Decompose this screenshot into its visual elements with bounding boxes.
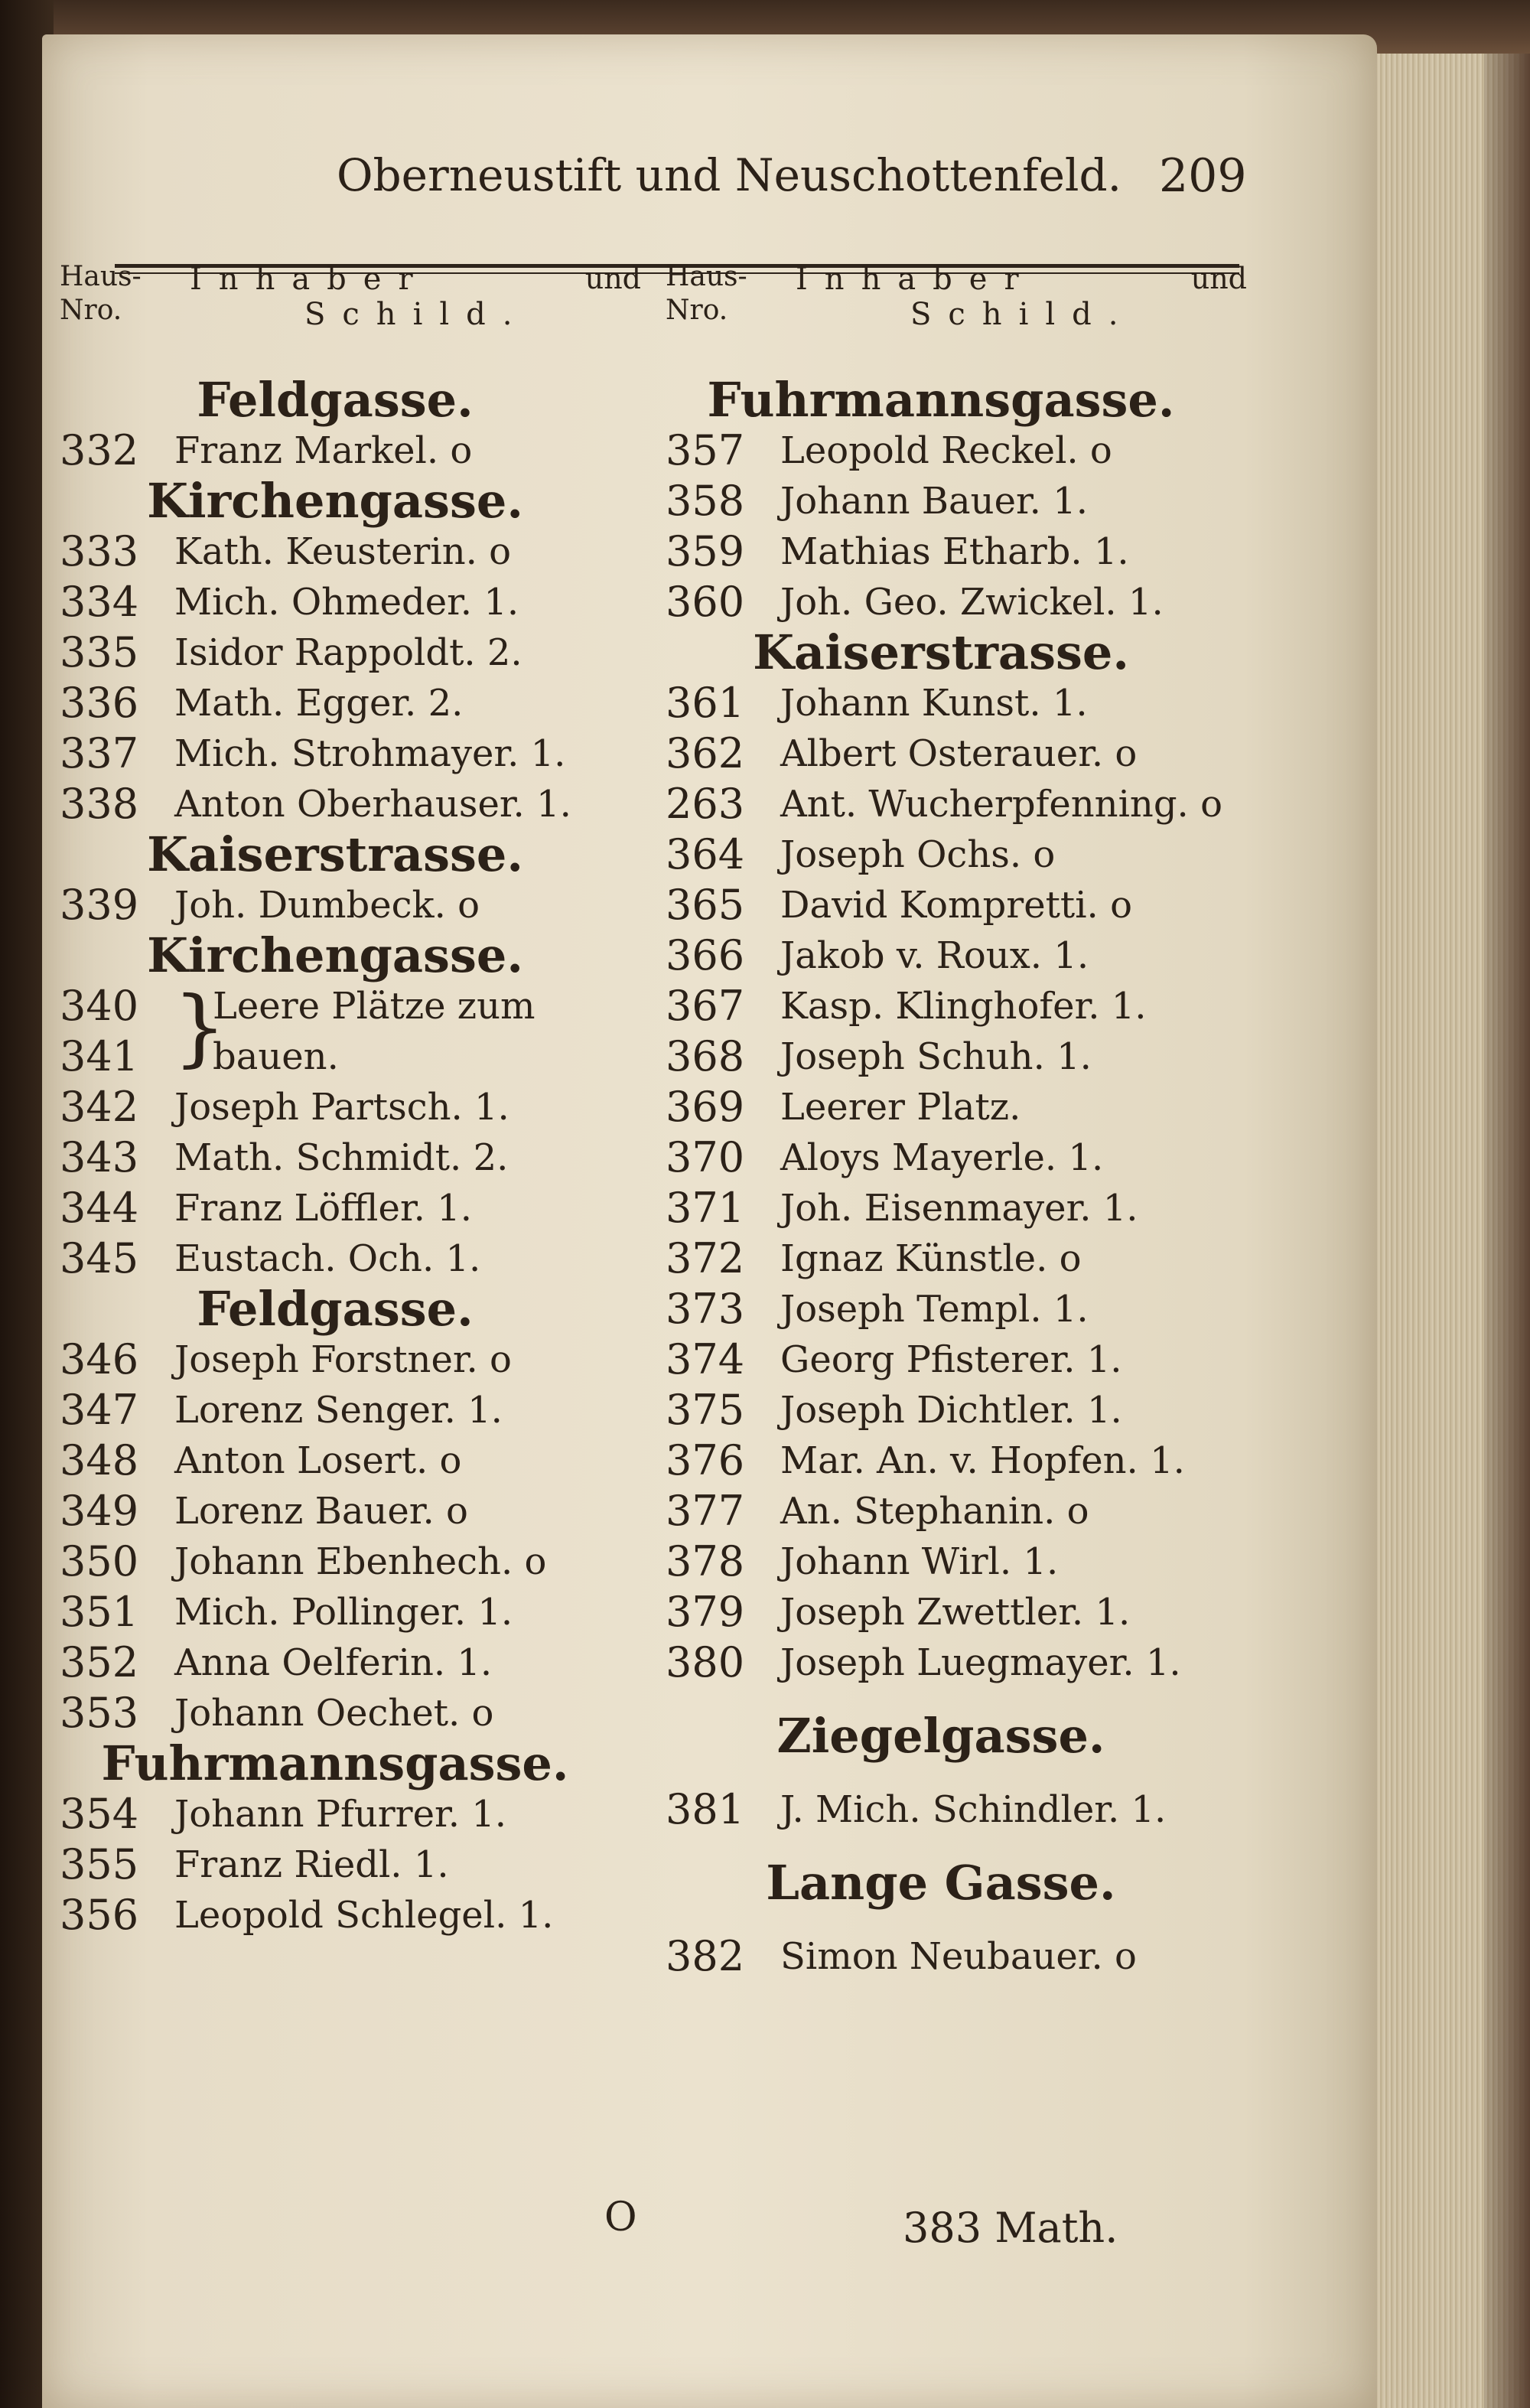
owner-name: Lorenz Senger. 1. [174,1389,503,1432]
house-entry [60,779,641,829]
column-header [60,260,641,375]
house-number: 365 [666,881,745,929]
owner-name: David Kompretti. o [780,884,1132,927]
house-entry [60,425,641,476]
owner-name: Joseph Luegmayer. 1. [780,1641,1181,1684]
house-number: 348 [60,1436,139,1484]
house-entry [666,1233,1247,1284]
owner-name: Leere Plätze zum [213,985,536,1028]
owner-name: Joseph Ochs. o [780,833,1056,876]
street-heading: Feldgasse. [197,372,474,428]
house-entry [666,1637,1247,1688]
house-number: 351 [60,1588,139,1636]
signature-mark: O [604,2195,637,2240]
owner-name: Franz Löffler. 1. [174,1187,472,1230]
house-entry [666,1031,1247,1082]
house-number: 373 [666,1285,745,1333]
owner-name: bauen. [213,1035,339,1078]
house-number: 263 [666,780,745,828]
owner-name: Johann Oechet. o [174,1692,494,1735]
house-number: 333 [60,527,139,575]
owner-name: Anton Losert. o [174,1439,462,1482]
house-entry [60,1839,641,1890]
brace-icon: } [173,978,226,1076]
house-entry [60,1688,641,1738]
owner-name: Ignaz Künstle. o [780,1237,1082,1280]
house-number: 343 [60,1133,139,1181]
house-entry [60,1587,641,1637]
owner-name: Joseph Templ. 1. [780,1288,1089,1331]
owner-name: Joh. Dumbeck. o [174,884,480,927]
owner-name: Joseph Schuh. 1. [780,1035,1092,1078]
house-number: 342 [60,1083,139,1131]
owner-name: Ant. Wucherpfenning. o [780,783,1222,826]
house-entry [666,1435,1247,1486]
left-column [60,260,641,1940]
street-heading: Feldgasse. [197,1281,474,1337]
house-entry [666,1284,1247,1334]
owner-name: Kasp. Klinghofer. 1. [780,985,1147,1028]
house-number: 369 [666,1083,745,1131]
house-entry [666,880,1247,930]
house-entry [666,526,1247,577]
owner-label: Inhaber [796,262,1036,297]
house-entry [666,1931,1247,1982]
house-number: 353 [60,1689,139,1737]
owner-name: Leopold Reckel. o [780,429,1112,472]
house-number: 376 [666,1436,745,1484]
house-entry [60,1031,641,1082]
nro-label: Nro. [60,295,122,326]
street-heading: Ziegelgasse. [776,1708,1105,1764]
house-entry [60,1637,641,1688]
house-entry [666,1536,1247,1587]
house-entry [666,728,1247,779]
house-number: 381 [666,1785,745,1833]
house-number: 361 [666,679,745,727]
owner-name: Mar. An. v. Hopfen. 1. [780,1439,1185,1482]
house-entry [666,1587,1247,1637]
owner-name: Mathias Etharb. 1. [780,530,1129,573]
house-number: 341 [60,1032,139,1080]
house-entry [60,526,641,577]
house-number: 374 [666,1335,745,1383]
house-number: 378 [666,1537,745,1585]
owner-name: Anna Oelferin. 1. [174,1641,493,1684]
house-number: 352 [60,1638,139,1686]
page-header [337,149,1255,210]
owner-name: Jakob v. Roux. 1. [780,934,1089,977]
house-number: 380 [666,1638,745,1686]
owner-name: Simon Neubauer. o [780,1935,1137,1978]
house-entry [60,1385,641,1435]
owner-name: Johann Wirl. 1. [780,1540,1059,1583]
owner-label: Inhaber [190,262,430,297]
house-number: 359 [666,527,745,575]
house-entry [666,1334,1247,1385]
house-entry [666,981,1247,1031]
house-number: 337 [60,729,139,777]
street-heading: Kirchengasse. [147,473,523,529]
house-number: 349 [60,1487,139,1535]
owner-name: Joseph Partsch. 1. [174,1086,509,1129]
house-entry [666,678,1247,728]
owner-name: Lorenz Bauer. o [174,1490,468,1533]
house-entry [666,1784,1247,1835]
house-number: 360 [666,578,745,626]
owner-name: Johann Ebenhech. o [174,1540,547,1583]
house-number: 364 [666,830,745,878]
owner-name: Johann Kunst. 1. [780,682,1088,725]
house-entry [60,1486,641,1536]
house-number: 356 [60,1891,139,1939]
page-number: 209 [1159,149,1247,203]
house-entry [60,1183,641,1233]
owner-name: Math. Egger. 2. [174,682,464,725]
house-entry [666,577,1247,627]
house-number: 332 [60,426,139,474]
owner-name: Albert Osterauer. o [780,732,1138,775]
und-label: und [1190,262,1247,295]
owner-name: Franz Riedl. 1. [174,1843,449,1886]
und-label: und [584,262,641,295]
house-entry [666,1385,1247,1435]
owner-name: Leerer Platz. [780,1086,1021,1129]
house-number: 346 [60,1335,139,1383]
house-number: 370 [666,1133,745,1181]
house-entry [666,1132,1247,1183]
house-entry [666,476,1247,526]
house-entry [666,1082,1247,1132]
house-entry [60,1435,641,1486]
owner-name: Isidor Rappoldt. 2. [174,631,522,674]
house-number: 368 [666,1032,745,1080]
owner-name: Joseph Zwettler. 1. [780,1591,1131,1634]
house-number: 367 [666,982,745,1030]
owner-name: Eustach. Och. 1. [174,1237,481,1280]
house-entry [60,728,641,779]
owner-name: Math. Schmidt. 2. [174,1136,509,1179]
owner-name: Joh. Geo. Zwickel. 1. [780,581,1164,624]
haus-label: Haus- [60,261,142,292]
house-entry [60,1789,641,1839]
owner-name: Franz Markel. o [174,429,473,472]
house-entry [666,1183,1247,1233]
house-number: 366 [666,931,745,979]
house-entry [60,577,641,627]
schild-label: Schild. [910,297,1135,332]
house-number: 336 [60,679,139,727]
house-entry [666,1486,1247,1536]
street-heading: Lange Gasse. [766,1855,1116,1911]
catchword: 383 Math. [903,2204,1118,2252]
house-entry [60,678,641,728]
owner-name: Aloys Mayerle. 1. [780,1136,1104,1179]
house-entry [666,829,1247,880]
owner-name: Mich. Strohmayer. 1. [174,732,566,775]
house-entry [60,627,641,678]
schild-label: Schild. [304,297,529,332]
house-number: 372 [666,1234,745,1282]
house-number: 379 [666,1588,745,1636]
owner-name: Kath. Keusterin. o [174,530,512,573]
house-number: 358 [666,477,745,525]
house-number: 354 [60,1790,139,1838]
owner-name: Leopold Schlegel. 1. [174,1894,554,1937]
page-edges-shadow [1484,54,1530,2408]
house-number: 357 [666,426,745,474]
street-heading: Fuhrmannsgasse. [101,1735,569,1791]
house-entry [60,1132,641,1183]
haus-label: Haus- [666,261,747,292]
house-number: 371 [666,1184,745,1232]
house-number: 347 [60,1386,139,1434]
house-number: 375 [666,1386,745,1434]
house-number: 350 [60,1537,139,1585]
owner-name: J. Mich. Schindler. 1. [780,1788,1167,1831]
owner-name: Georg Pfisterer. 1. [780,1338,1122,1381]
house-number: 377 [666,1487,745,1535]
house-number: 344 [60,1184,139,1232]
right-column [666,260,1247,1982]
house-entry [60,1082,641,1132]
house-number: 345 [60,1234,139,1282]
owner-name: Mich. Ohmeder. 1. [174,581,519,624]
house-number: 382 [666,1932,745,1980]
house-entry [60,1334,641,1385]
house-entry [60,1536,641,1587]
owner-name: Johann Bauer. 1. [780,480,1088,523]
street-heading: Kaiserstrasse. [147,826,523,882]
owner-name: Joh. Eisenmayer. 1. [780,1187,1138,1230]
house-entry [666,930,1247,981]
nro-label: Nro. [666,295,728,326]
owner-name: Joseph Forstner. o [174,1338,512,1381]
house-number: 355 [60,1840,139,1888]
house-number: 340 [60,982,139,1030]
column-header [666,260,1247,375]
owner-name: An. Stephanin. o [780,1490,1089,1533]
house-number: 338 [60,780,139,828]
owner-name: Joseph Dichtler. 1. [780,1389,1122,1432]
running-title: Oberneustift und Neuschottenfeld. [337,149,1122,201]
house-number: 339 [60,881,139,929]
house-number: 334 [60,578,139,626]
house-entry [666,779,1247,829]
house-entry [666,425,1247,476]
owner-name: Johann Pfurrer. 1. [174,1793,507,1836]
street-heading: Kirchengasse. [147,927,523,983]
house-number: 335 [60,628,139,676]
owner-name: Mich. Pollinger. 1. [174,1591,513,1634]
street-heading: Kaiserstrasse. [753,624,1129,680]
owner-name: Anton Oberhauser. 1. [174,783,571,826]
street-heading: Fuhrmannsgasse. [707,372,1175,428]
house-entry [60,1890,641,1940]
house-number: 362 [666,729,745,777]
house-entry [60,1233,641,1284]
house-entry [60,880,641,930]
